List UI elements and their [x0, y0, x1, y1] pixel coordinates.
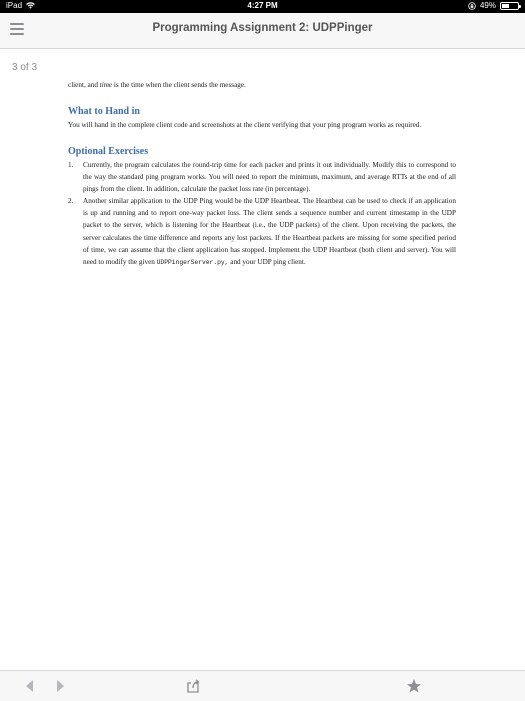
intro-paragraph: [68, 80, 456, 91]
exercise-number: 2.: [68, 197, 74, 206]
status-right: [468, 1, 519, 10]
share-icon[interactable]: [185, 678, 201, 694]
battery-icon: [500, 2, 519, 10]
exercise-list: [68, 159, 456, 269]
star-icon[interactable]: [406, 678, 422, 694]
battery-percent: 49%: [479, 1, 496, 10]
forward-arrow-icon[interactable]: [52, 678, 68, 694]
navigation-bar: [0, 13, 525, 49]
exercise-item: [68, 159, 456, 195]
orientation-lock-icon: [468, 2, 476, 10]
device-label: iPad: [6, 1, 23, 10]
intro-text-a: client, and: [68, 81, 100, 89]
intro-italic: time: [99, 81, 113, 89]
back-arrow-icon[interactable]: [22, 678, 38, 694]
optional-exercises-heading: Optional Exercises: [68, 146, 149, 157]
hand-in-paragraph: You will hand in the complete client code and screenshots at the client verifying that your ping program works as required.: [68, 121, 422, 129]
hand-in-heading: What to Hand in: [68, 106, 140, 117]
exercise-text-a: Another similar application to the UDP Ping would be the UDP Heartbeat. The Heartbeat can be used to check if an application is up and running and to report one-way packet loss. The client sends a sequence number and current timestamp in the UDP packet to the server, which is listening for the Heartbeat (i.e., the UDP packets) of the client. Upon receiving the packets, the server calculates the time difference and reports any lost packets. If the Heartbeat packets are missing for some specified period of time, we can assume that the client application has stopped. Implement the UDP Heartbeat (both client and server). You will need to modify the given: [83, 197, 456, 266]
bottom-toolbar: [0, 670, 525, 701]
exercise-text: Currently, the program calculates the round-trip time for each packet and prints it out individually. Modify this to correspond to the way the standard ping program works. You will need to report the minimum, maximum, and average RTTs at the end of all pings from the client. In addition, calculate the packet loss rate (in percentage).: [83, 161, 456, 194]
document-title: Programming Assignment 2: UDPPinger: [152, 22, 373, 34]
exercise-item: [68, 195, 456, 269]
code-filename: UDPPingerServer.py,: [156, 258, 229, 266]
document-page: [68, 80, 456, 269]
page-indicator: 3 of 3: [12, 62, 38, 73]
battery-fill: [502, 4, 509, 8]
exercise-number: 1.: [68, 161, 74, 169]
status-time: 4:27 PM: [247, 1, 278, 10]
exercise-text-b: and your UDP ping client.: [228, 257, 306, 266]
status-bar: [0, 0, 525, 13]
intro-text-b: is the time when the client sends the message.: [112, 81, 246, 89]
